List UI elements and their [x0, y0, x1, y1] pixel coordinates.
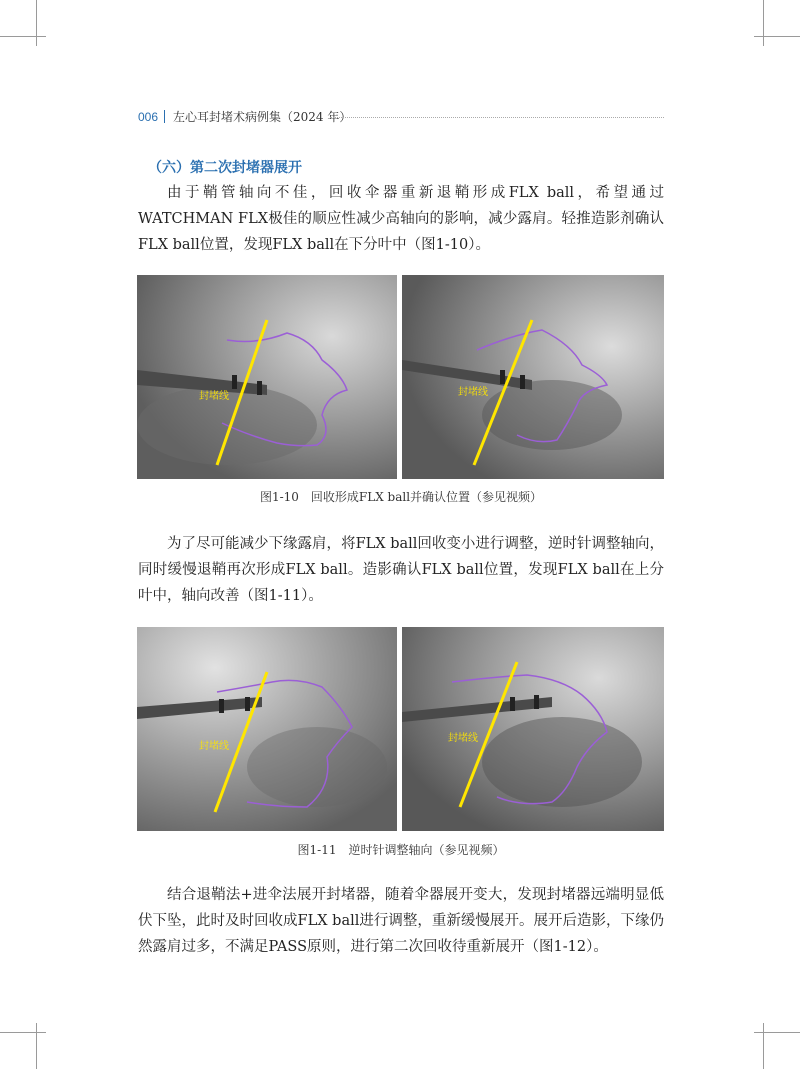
paragraph-3: 结合退鞘法+进伞法展开封堵器，随着伞器展开变大，发现封堵器远端明显低伏下坠，此时及时回收成FLX ball进行调整，重新缓慢展开。展开后造影，下缘仍然露肩过多，不满足PASS原则，进行第二次回收待重新展开（图1-12）。	[138, 887, 664, 955]
crop-mark	[0, 36, 46, 37]
page-number: 006	[138, 110, 159, 124]
figure-1-11-right-image	[402, 627, 664, 831]
book-title: 左心耳封堵术病例集（2024 年）	[173, 110, 352, 124]
crop-mark	[0, 1032, 46, 1033]
figure-1-10-caption: 图1-10 回收形成FLX ball并确认位置（参见视频）	[259, 490, 543, 504]
crop-mark	[754, 36, 800, 37]
crop-mark	[754, 1032, 800, 1033]
paragraph-2: 为了尽可能减少下缘露肩，将FLX ball回收变小进行调整，逆时针调整轴向，同时缓慢退鞘再次形成FLX ball。造影确认FLX ball位置，发现FLX ball在上分叶中，轴向改善（图1-11）。	[138, 536, 664, 604]
paragraph-1: 由于鞘管轴向不佳，回收伞器重新退鞘形成FLX ball，希望通过WATCHMAN FLX极佳的顺应性减少高轴向的影响，减少露肩。轻推造影剂确认FLX ball位置，发现FLX ball在下分叶中（图1-10）。	[138, 185, 664, 253]
seal-line-label: 封堵线	[448, 733, 478, 744]
crop-mark	[763, 0, 764, 46]
header-separator	[164, 110, 165, 123]
seal-line-label: 封堵线	[458, 387, 488, 398]
seal-line-label: 封堵线	[199, 391, 229, 402]
header-rule	[330, 117, 664, 118]
figure-1-11-left-image	[137, 627, 397, 831]
seal-line-label: 封堵线	[199, 741, 229, 752]
figure-1-11-caption: 图1-11 逆时针调整轴向（参见视频）	[297, 843, 505, 857]
crop-mark	[36, 1023, 37, 1069]
section-title: （六）第二次封堵器展开	[148, 160, 302, 176]
crop-mark	[36, 0, 37, 46]
figure-1-10-left-image	[137, 275, 397, 479]
crop-mark	[763, 1023, 764, 1069]
figure-1-10-right-image	[402, 275, 664, 479]
